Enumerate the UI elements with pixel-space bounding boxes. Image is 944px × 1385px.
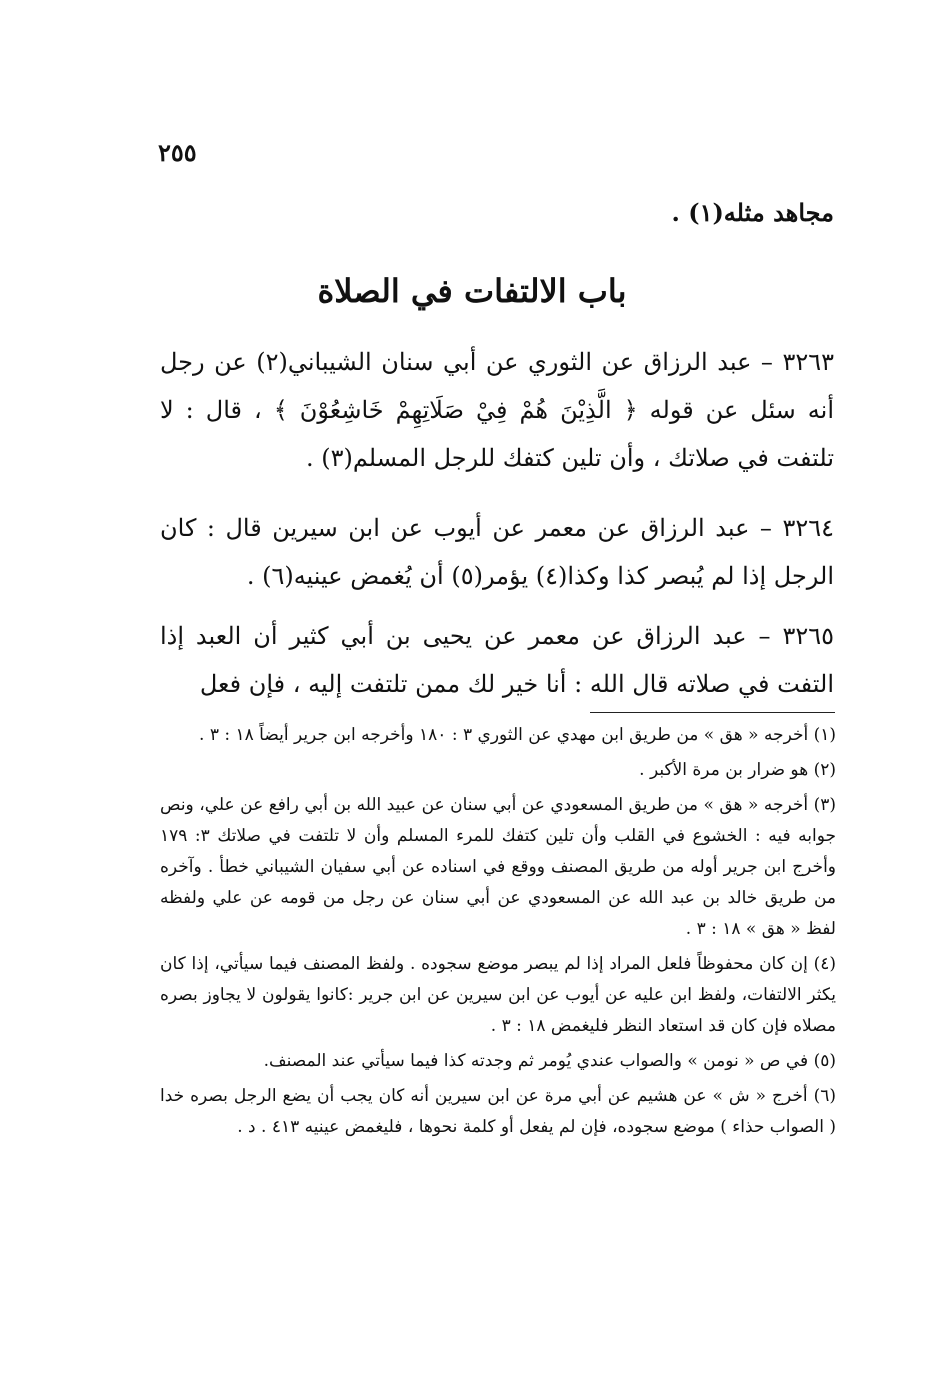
hadith-3265: ٣٢٦٥ – عبد الرزاق عن معمر عن يحيى بن أبي كثير أن العبد إذا التفت في صلاته قال الله : أنا خير لك ممن تلتفت إليه ، فإن فعل bbox=[160, 622, 834, 698]
footnote-2: (٢) هو ضرار بن مرة الأكبر . bbox=[639, 760, 836, 780]
chapter-title: باب الالتفات في الصلاة bbox=[317, 272, 627, 310]
footnote-4: (٤) إن كان محفوظاً فلعل المراد إذا لم يبصر موضع سجوده . ولفظ المصنف فيما سيأتي، إذا كان يكثر الالتفات، ولفظ ابن عليه عن أيوب عن ابن سيرين عن ابن جرير :كانوا يقولون لا يجاوز بصره مصلاه فإن كان قد استعاد النظر فليغمض ١٨ : ٣ . bbox=[160, 954, 836, 1036]
footnote-divider bbox=[590, 712, 835, 713]
page-number: ٢٥٥ bbox=[158, 138, 197, 167]
opening-line: مجاهد مثله(١) . bbox=[671, 198, 834, 227]
footnote-1: (١) أخرجه « هق » من طريق ابن مهدي عن الثوري ٣ : ١٨٠ وأخرجه ابن جرير أيضاً ١٨ : ٣ . bbox=[199, 725, 836, 745]
hadith-3263: ٣٢٦٣ – عبد الرزاق عن الثوري عن أبي سنان الشيباني(٢) عن رجل أنه سئل عن قوله ﴿ الَّذِيْنَ هُمْ فِيْ صَلَاتِهِمْ خَاشِعُوْنَ ﴾ ، قال : لا تلتفت في صلاتك ، وأن تلين كتفك للرجل المسلم(٣) . bbox=[160, 348, 834, 472]
footnotes-section bbox=[160, 720, 836, 1147]
hadith-3264: ٣٢٦٤ – عبد الرزاق عن معمر عن أيوب عن ابن سيرين قال : كان الرجل إذا لم يُبصر كذا وكذا(٤) يؤمر(٥) أن يُغمض عينيه(٦) . bbox=[160, 514, 834, 590]
footnote-5: (٥) في ص « نومن » والصواب عندي يُومر ثم وجدته كذا فيما سيأتي عند المصنف. bbox=[263, 1051, 836, 1071]
footnote-6: (٦) أخرج « ش » عن هشيم عن أبي مرة عن ابن سيرين أنه كان يجب أن يضع الرجل بصره خدا ( الصواب حذاء ) موضع سجوده، فإن لم يفعل أو كلمة نحوها ، فليغمض عينيه ٤١٣ . د . bbox=[160, 1086, 836, 1137]
footnote-3: (٣) أخرجه « هق » من طريق المسعودي عن أبي سنان عن عبيد الله بن أبي رافع عن علي، ونص جوابه فيه : الخشوع في القلب وأن تلين كتفك للمرء المسلم وأن لا تلتفت في صلاتك ٣: ١٧٩ وأخرج ابن جرير أوله من طريق المصنف ووقع في اسناده عن أبي سفيان الشيباني خطأ . وآخره من طريق خالد بن عبد الله عن المسعودي عن أبي سنان عن رجل من قومه عن علي ولفظه لفظ « هق » ١٨ : ٣ . bbox=[160, 795, 836, 939]
